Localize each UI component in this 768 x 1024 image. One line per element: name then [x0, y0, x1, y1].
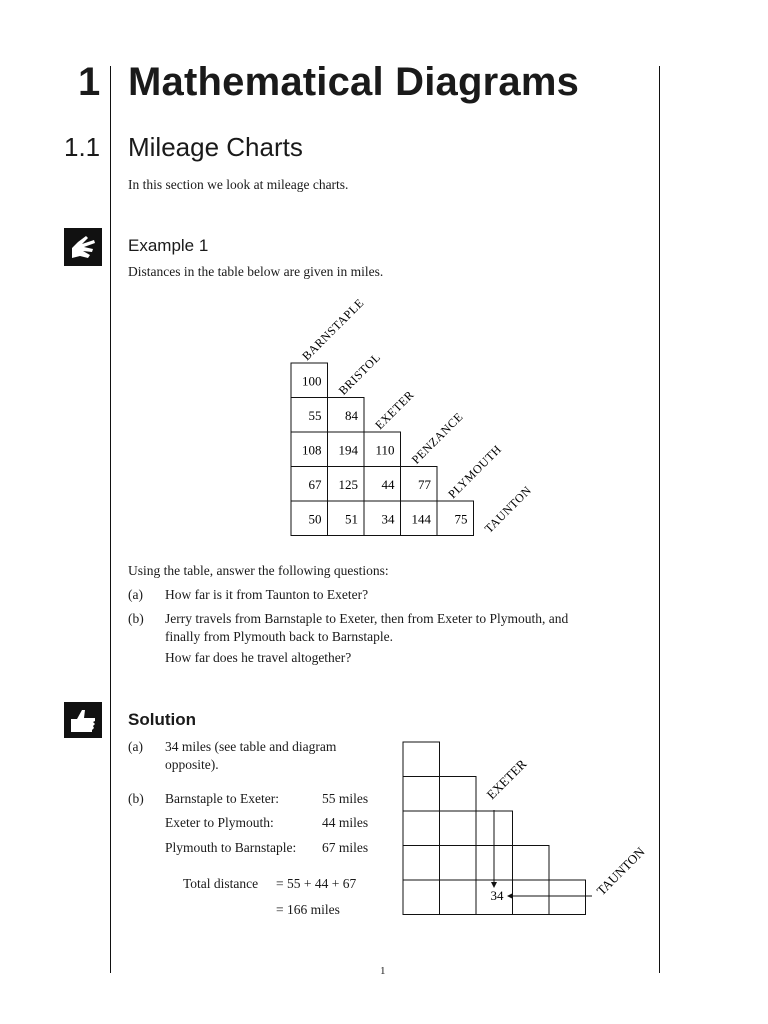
diagram-cell [440, 777, 477, 812]
table-value: 75 [454, 511, 468, 527]
table-value: 67 [308, 476, 322, 492]
diagram-cell [513, 880, 550, 915]
leg-value: 44 miles [322, 815, 369, 830]
total-label: Total distance [183, 876, 259, 891]
page-number: 1 [380, 965, 386, 977]
total-sum: = 55 + 44 + 67 [276, 876, 357, 891]
diagram-cell [440, 811, 477, 846]
chapter-title: Mathematical Diagrams [128, 60, 580, 104]
solution-heading: Solution [128, 710, 196, 729]
diagram-row-label: TAUNTON [593, 843, 648, 899]
intro-text: In this section we look at mileage charts. [128, 177, 349, 192]
town-label: EXETER [372, 387, 417, 433]
leg-value: 55 miles [322, 791, 369, 806]
answer-a-line: opposite). [165, 757, 219, 772]
taunton-arrowhead [507, 893, 513, 899]
question-b-letter: (b) [128, 611, 144, 626]
diagram-cell [403, 846, 440, 881]
town-label: BRISTOL [335, 350, 384, 398]
leg-label: Exeter to Plymouth: [165, 815, 274, 830]
chapter-number: 1 [78, 60, 101, 104]
table-value: 77 [418, 476, 431, 492]
diagram-cell [440, 846, 477, 881]
question-b-line: Jerry travels from Barnstaple to Exeter, then from Exeter to Plymouth, and [165, 611, 569, 626]
diagram-cell [403, 811, 440, 846]
leg-label: Plymouth to Barnstaple: [165, 840, 297, 855]
diagram-cell [403, 880, 440, 915]
table-value: 144 [411, 511, 431, 527]
town-label: PENZANCE [408, 409, 466, 467]
table-value: 84 [345, 407, 358, 423]
example-text: Distances in the table below are given in miles. [128, 264, 384, 279]
diagram-cell [549, 880, 586, 915]
table-value: 51 [345, 511, 358, 527]
question-b-line: finally from Plymouth back to Barnstaple. [165, 629, 393, 644]
table-value: 44 [381, 476, 395, 492]
questions-prompt: Using the table, answer the following questions: [128, 563, 389, 578]
table-value: 50 [308, 511, 322, 527]
answer-a-letter: (a) [128, 739, 143, 754]
section-number: 1.1 [64, 132, 101, 162]
table-value: 34 [381, 511, 395, 527]
answer-a-line: 34 miles (see table and diagram [165, 739, 337, 754]
leg-label: Barnstaple to Exeter: [165, 791, 279, 806]
example-heading: Example 1 [128, 236, 209, 255]
table-value: 55 [308, 407, 322, 423]
diagram-cell [440, 880, 477, 915]
table-value: 194 [338, 442, 358, 458]
diagram-cell [403, 742, 440, 777]
table-value: 108 [302, 442, 322, 458]
table-value: 110 [375, 442, 395, 458]
table-value: 100 [302, 373, 322, 389]
town-label: BARNSTAPLE [299, 295, 367, 364]
town-label: PLYMOUTH [445, 442, 505, 502]
total-result: = 166 miles [276, 902, 340, 917]
diagram-col-label: EXETER [483, 756, 530, 803]
question-a-text: How far is it from Taunton to Exeter? [165, 587, 369, 602]
diagram-cell [513, 846, 550, 881]
town-label: TAUNTON [481, 483, 535, 536]
question-b-line: How far does he travel altogether? [165, 650, 352, 665]
table-value: 125 [338, 476, 358, 492]
answer-b-letter: (b) [128, 791, 144, 806]
question-a-letter: (a) [128, 587, 143, 602]
answer-cell-value: 34 [490, 888, 504, 903]
diagram-cell [403, 777, 440, 812]
section-title: Mileage Charts [128, 132, 303, 162]
leg-value: 67 miles [322, 840, 369, 855]
